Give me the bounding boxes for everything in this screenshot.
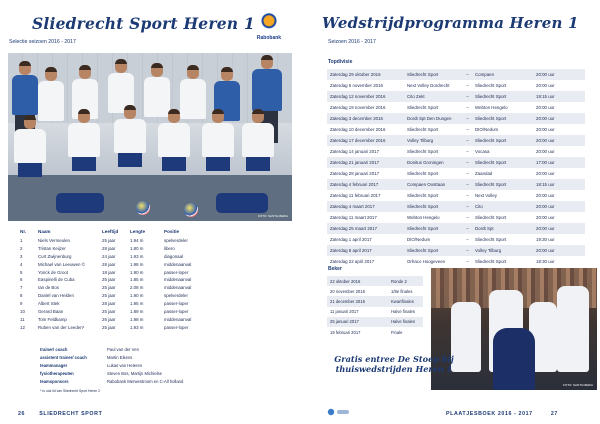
right-page: [300, 0, 600, 424]
cup-round: Halve finales: [391, 309, 415, 315]
roster-cell-nr: 5: [20, 269, 23, 275]
match-date: Zaterdag 1 april 2017: [330, 237, 372, 242]
cup-date: 19 februari 2017: [330, 329, 361, 335]
roster-cell-length: 1.95 m: [130, 301, 144, 307]
roster-cell-nr: 12: [20, 324, 25, 330]
match-date: Zaterdag 10 december 2016: [330, 127, 386, 132]
match-row: [327, 80, 585, 91]
match-home: Cito Zekt: [404, 91, 460, 102]
match-time: 18:15 uur: [533, 179, 585, 190]
match-date: Zaterdag 12 november 2016: [327, 91, 404, 102]
cup-date: 25 januari 2017: [327, 317, 388, 327]
roster-cell-age: 24 jaar: [102, 253, 116, 259]
roster-cell-name: Michael van Leeuwen ©: [38, 261, 85, 267]
cup-table: [327, 276, 423, 337]
roster-cell-name: Ian de Bos: [38, 285, 59, 291]
table-row: [20, 260, 282, 268]
roster-cell-age: 28 jaar: [102, 261, 116, 267]
roster-cell-nr: 10: [20, 308, 25, 314]
slogan: Gratis entree De Stoep bij thuiswedstrijden Heren 1: [334, 354, 454, 374]
match-away: Sliedrecht Sport: [472, 113, 533, 124]
versus-dash: –: [466, 83, 469, 88]
match-home: Sliedrecht Sport: [404, 201, 460, 212]
match-time: 19:30 uur: [536, 237, 555, 242]
staff-row: [40, 361, 183, 369]
table-row: [20, 276, 282, 284]
schedule-table: [327, 69, 585, 267]
rabobank-logo: Rabobank: [256, 12, 282, 41]
cup-row: [327, 286, 423, 296]
roster-cell-age: 18 jaar: [102, 269, 116, 275]
match-date: Zaterdag 8 april 2017: [327, 245, 404, 256]
roster-cell-position: spelverdeler: [164, 293, 188, 299]
match-home: Sliedrecht Sport: [407, 193, 439, 198]
cup-date: 11 januari 2017: [330, 309, 359, 315]
match-time: 20:00 uur: [533, 135, 585, 146]
roster-cell-age: 25 jaar: [102, 237, 116, 243]
match-away: Vocasa: [475, 149, 490, 154]
match-row: [327, 91, 585, 102]
versus-dash: –: [466, 171, 469, 176]
roster-cell-length: 1.90 m: [130, 293, 144, 299]
table-row: [20, 323, 282, 331]
match-date: Zaterdag 11 maart 2017: [330, 215, 377, 220]
roster-cell-position: middenaanval: [164, 316, 192, 322]
match-away: Volley Tilburg: [472, 245, 533, 256]
match-time: 20:00 uur: [533, 69, 585, 80]
versus-dash: –: [460, 91, 472, 102]
table-row: [20, 284, 282, 292]
match-home: DIO/Nedum: [407, 237, 431, 242]
match-row: [327, 245, 585, 256]
match-row: [327, 223, 585, 234]
staff-name: Rabobank Merwestroom en C-All holland: [107, 378, 184, 384]
roster-cell-length: 1.90 m: [130, 269, 144, 275]
match-home: Compaen Oosttaan: [404, 179, 460, 190]
match-date: Zaterdag 3 december 2016: [327, 113, 404, 124]
roster-cell-length: 1.98 m: [130, 316, 144, 322]
versus-dash: –: [460, 135, 472, 146]
match-home: Donitus Groningen: [404, 157, 460, 168]
match-row: [327, 256, 585, 267]
staff-row: [40, 369, 183, 377]
roster-cell-nr: 7: [20, 285, 23, 291]
roster-cell-name: Easpinelli de Cuba: [38, 277, 75, 283]
match-home: Volley Tilburg: [404, 135, 460, 146]
match-away: Dordt Spt: [472, 223, 533, 234]
match-date: Zaterdag 4 maart 2017: [327, 201, 404, 212]
page-title: Wedstrijdprogramma Heren 1: [322, 14, 579, 32]
match-time: 20:00 uur: [536, 193, 555, 198]
roster-cell-nr: 3: [20, 253, 23, 259]
roster-cell-length: 2.08 m: [130, 285, 144, 291]
match-home: Sliedrecht Sport: [407, 127, 439, 132]
match-time: 20:00 uur: [536, 215, 555, 220]
match-photo: [431, 268, 597, 390]
versus-dash: –: [466, 127, 469, 132]
table-row: [20, 308, 282, 316]
match-row: [327, 102, 585, 113]
cup-row: [327, 296, 423, 306]
cup-round: 1/8e finales: [391, 288, 413, 294]
roster-cell-position: passer-loper: [164, 308, 189, 314]
match-time: 20:00 uur: [533, 223, 585, 234]
match-away: Cito: [472, 201, 533, 212]
match-time: 20:00 uur: [536, 83, 555, 88]
cup-date: 22 oktober 2016: [327, 276, 388, 286]
roster-cell-name: Yorick de Groot: [38, 269, 69, 275]
match-date: Zaterdag 17 december 2016: [327, 135, 404, 146]
column-header: Leeftijd: [102, 229, 119, 234]
match-row: [327, 234, 585, 245]
roster-cell-position: passer-loper: [164, 269, 189, 275]
match-date: Zaterdag 4 februari 2017: [327, 179, 404, 190]
match-time: 20:00 uur: [536, 171, 555, 176]
match-away: Sliedrecht Sport: [472, 179, 533, 190]
footer: [18, 411, 102, 417]
match-away: Sliedrecht Sport: [472, 91, 533, 102]
section-label-cup: Beker: [328, 266, 342, 272]
table-row: [20, 252, 282, 260]
roster-cell-position: passer-loper: [164, 324, 189, 330]
versus-dash: –: [460, 245, 472, 256]
table-row: [20, 292, 282, 300]
match-time: 20:00 uur: [536, 127, 555, 132]
versus-dash: –: [460, 69, 472, 80]
table-row: [20, 300, 282, 308]
match-home: Sliedrecht Sport: [407, 105, 439, 110]
roster-cell-age: 25 jaar: [102, 324, 116, 330]
match-row: [327, 113, 585, 124]
match-away: Sliedrecht Sport: [475, 215, 507, 220]
roster-cell-nr: 9: [20, 301, 23, 307]
roster-cell-age: 28 jaar: [102, 245, 116, 251]
volleyball-icon: [184, 203, 198, 217]
versus-dash: –: [460, 113, 472, 124]
column-header: Nr.: [20, 229, 27, 234]
versus-dash: –: [460, 179, 472, 190]
staff-name: Paul van der Ven: [107, 346, 139, 352]
roster-cell-age: 25 jaar: [102, 285, 116, 291]
staff-table: [40, 345, 183, 385]
roster-cell-position: middenaanval: [164, 277, 192, 283]
match-home: Sliedrecht Sport: [407, 149, 439, 154]
match-time: 17:00 uur: [533, 157, 585, 168]
sports-bag-icon: [56, 193, 104, 213]
roster-cell-name: Tristan Keijzer: [38, 245, 66, 251]
match-away: Next Volley: [475, 193, 497, 198]
match-away: Zaandad: [475, 171, 493, 176]
footer-text: SLIEDRECHT SPORT: [39, 411, 103, 417]
staff-role: fysiotherapeuten: [40, 370, 74, 376]
cup-round: Finale: [391, 329, 403, 335]
match-home: Sliedrecht Sport: [404, 223, 460, 234]
roster-cell-name: Ruben van der Leeden*: [38, 324, 85, 330]
photo-credit: FOTO: SANTA MEDIA: [258, 214, 288, 218]
staff-role: teamsponsors: [40, 378, 69, 384]
roster-cell-name: Niels Vermeulen: [38, 237, 70, 243]
versus-dash: –: [466, 193, 469, 198]
staff-row: [40, 345, 183, 353]
match-away: Sliedrecht Sport: [475, 237, 507, 242]
match-away: Sliedrecht Sport: [475, 259, 507, 264]
section-label-league: Topdivisie: [328, 59, 353, 65]
page-subtitle: Selectie seizoen 2016 - 2017: [9, 39, 76, 45]
page-number: 26: [18, 411, 26, 417]
match-home: Webton Hengelo: [407, 215, 440, 220]
roster-cell-age: 26 jaar: [102, 316, 116, 322]
cup-row: [327, 317, 423, 327]
match-date: Zaterdag 25 maart 2017: [327, 223, 404, 234]
match-date: Zaterdag 29 oktober 2016: [327, 69, 404, 80]
roster-cell-position: passer-loper: [164, 301, 189, 307]
roster-cell-nr: 2: [20, 245, 23, 251]
roster-cell-length: 1.98 m: [130, 261, 144, 267]
match-time: 18:30 uur: [536, 259, 555, 264]
cup-row: [327, 307, 423, 317]
match-time: 20:00 uur: [533, 201, 585, 212]
cup-date: 20 november 2016: [330, 288, 365, 294]
match-row: [327, 201, 585, 212]
roster-cell-name: Curt Zwijnenburg: [38, 253, 72, 259]
cup-round: Kwartfinales: [388, 296, 423, 306]
roster-cell-age: 28 jaar: [102, 301, 116, 307]
versus-dash: –: [466, 237, 469, 242]
roster-cell-nr: 11: [20, 316, 25, 322]
staff-role: trainer/ coach: [40, 346, 68, 352]
page-title: Sliedrecht Sport Heren 1: [32, 14, 255, 33]
match-date: Zaterdag 19 november 2016: [330, 105, 386, 110]
table-row: [20, 237, 282, 245]
roster-cell-nr: 8: [20, 293, 23, 299]
match-row: [327, 190, 585, 201]
sports-bag-icon: [216, 193, 268, 213]
roster-cell-nr: 1: [20, 237, 23, 243]
footnote: * Is ook lid van Sliedrecht Sport Heren 2: [40, 389, 101, 393]
match-time: 20:00 uur: [533, 245, 585, 256]
footer: [446, 411, 558, 417]
match-away: Compaen: [472, 69, 533, 80]
match-home: Dordt Spt Den Dungen: [404, 113, 460, 124]
staff-role: assistent trainer/ coach: [40, 354, 87, 360]
roster-cell-name: Daniël van Helden: [38, 293, 74, 299]
versus-dash: –: [466, 215, 469, 220]
versus-dash: –: [466, 149, 469, 154]
cup-round: Ronde 2: [388, 276, 423, 286]
match-time: 19:15 uur: [533, 91, 585, 102]
roster-cell-age: 25 jaar: [102, 308, 116, 314]
page-number: 27: [550, 411, 558, 417]
staff-name: Steven Bos, Martijn Michielse: [107, 370, 162, 376]
roster-cell-position: diagonaal: [164, 253, 184, 259]
match-away: Webton Hengelo: [475, 105, 508, 110]
footer-text: PLAATJESBOEK 2016 - 2017: [446, 411, 533, 417]
match-home: Next Volley Dordrecht: [407, 83, 450, 88]
match-date: Zaterdag 5 november 2016: [330, 83, 383, 88]
versus-dash: –: [466, 259, 469, 264]
match-home: Sliedrecht Sport: [407, 171, 439, 176]
match-home: Sliedrecht Sport: [404, 69, 460, 80]
versus-dash: –: [466, 105, 469, 110]
roster-cell-length: 1.94 m: [130, 237, 144, 243]
rabobank-emblem-icon: [258, 12, 280, 34]
roster-cell-nr: 6: [20, 277, 23, 283]
versus-dash: –: [460, 157, 472, 168]
staff-name: Martin Eikens: [107, 354, 133, 360]
volleyball-icon: [136, 201, 150, 215]
match-date: Zaterdag 22 april 2017: [330, 259, 375, 264]
cup-date: 21 december 2016: [327, 296, 388, 306]
match-row: [327, 135, 585, 146]
versus-dash: –: [460, 223, 472, 234]
roster-cell-length: 1.93 m: [130, 324, 144, 330]
roster-cell-position: middenaanval: [164, 261, 192, 267]
team-photo: [8, 53, 292, 221]
table-row: [20, 268, 282, 276]
cup-row: [327, 276, 423, 286]
roster-cell-name: Albert Stek: [38, 301, 60, 307]
staff-row: [40, 377, 183, 385]
table-row: [20, 315, 282, 323]
match-away: Sliedrecht Sport: [472, 135, 533, 146]
column-header: Naam: [38, 229, 51, 234]
roster-cell-position: spelverdeler: [164, 237, 188, 243]
cup-row: [327, 327, 423, 337]
match-row: [327, 157, 585, 168]
match-away: DIO/Nedum: [475, 127, 499, 132]
match-date: Zaterdag 14 januari 2017: [330, 149, 380, 154]
roster-cell-position: middenaanval: [164, 285, 192, 291]
roster-cell-name: Gerard Baan: [38, 308, 64, 314]
sponsor-icon: [327, 407, 351, 417]
cup-round: Halve finales: [388, 317, 423, 327]
column-header: Positie: [164, 229, 180, 234]
match-row: [327, 146, 585, 157]
match-away: Sliedrecht Sport: [475, 83, 507, 88]
roster-table: [20, 229, 282, 331]
match-date: Zaterdag 11 februari 2017: [330, 193, 381, 198]
roster-cell-age: 25 jaar: [102, 277, 116, 283]
roster-cell-nr: 4: [20, 261, 23, 267]
match-home: Sliedrecht Sport: [404, 245, 460, 256]
match-time: 20:00 uur: [533, 113, 585, 124]
roster-cell-name: Tom Feldkamp: [38, 316, 67, 322]
match-row: [327, 168, 585, 179]
roster-cell-age: 25 jaar: [102, 293, 116, 299]
match-time: 20:00 uur: [536, 149, 555, 154]
roster-cell-length: 1.80 m: [130, 245, 144, 251]
match-row: [327, 179, 585, 190]
match-date: Zaterdag 21 januari 2017: [327, 157, 404, 168]
roster-cell-length: 1.89 m: [130, 308, 144, 314]
roster-cell-length: 1.85 m: [130, 277, 144, 283]
table-row: [20, 244, 282, 252]
staff-role: teammanager: [40, 362, 68, 368]
match-away: Sliedrecht Sport: [472, 157, 533, 168]
roster-cell-position: libero: [164, 245, 175, 251]
staff-name: Lukas van Heteren: [107, 362, 143, 368]
match-row: [327, 212, 585, 223]
page-subtitle: Seizoen 2016 - 2017: [328, 39, 376, 45]
roster-cell-length: 1.93 m: [130, 253, 144, 259]
staff-row: [40, 353, 183, 361]
column-header: Lengte: [130, 229, 146, 234]
match-row: [327, 124, 585, 135]
versus-dash: –: [460, 201, 472, 212]
match-row: [327, 69, 585, 80]
match-date: Zaterdag 28 januari 2017: [330, 171, 380, 176]
match-time: 20:00 uur: [536, 105, 555, 110]
photo-credit: FOTO: SANTA MEDIA: [563, 383, 593, 387]
match-home: Orhaco Hoogeveen: [407, 259, 446, 264]
